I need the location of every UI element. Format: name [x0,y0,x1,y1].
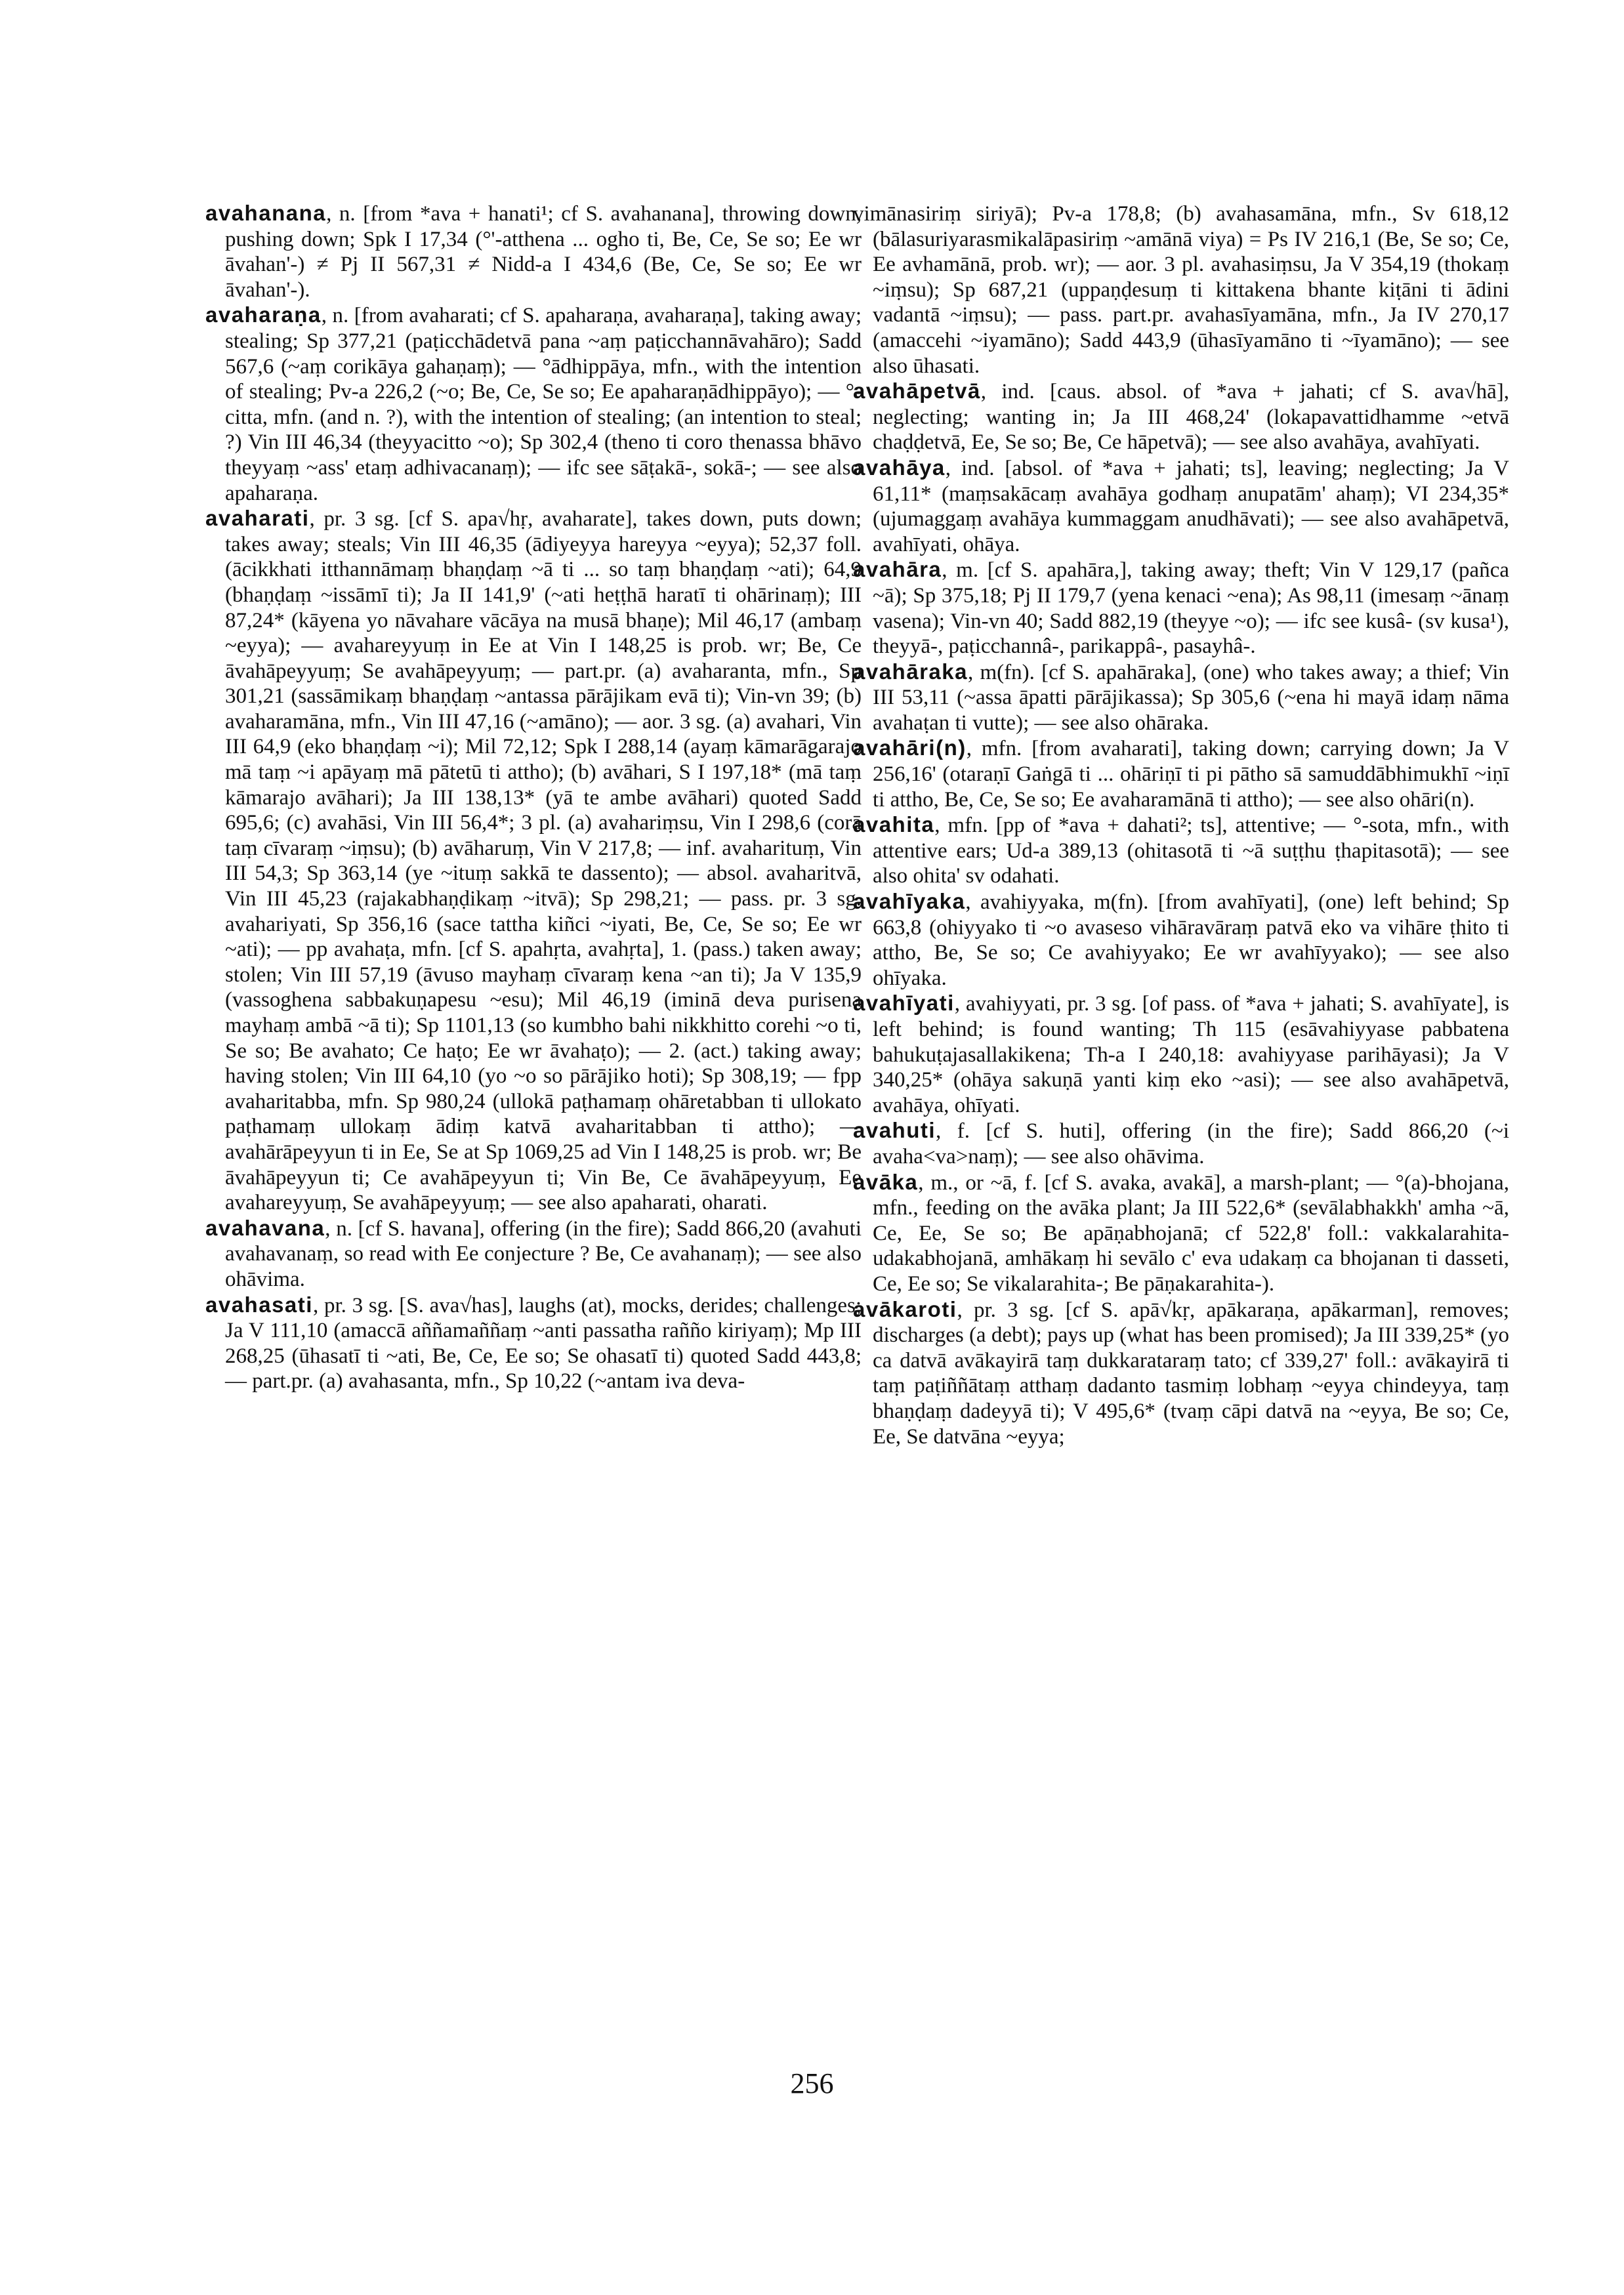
entry-text: , pr. 3 sg. [cf S. apā√kṛ, apākaraṇa, apākarman], removes; discharges (a debt); pays up (what has been promised); Ja III 339,25* (yo ca datvā avākayirā taṃ dukkarataraṃ tato; cf 339,27' foll.: avākayirā ti taṃ paṭiññātaṃ atthaṃ dadanto tasmiṃ lobhaṃ ~eyya chindeyya, taṃ bhaṇḍaṃ dadeyyā ti); V 495,6* (tvaṃ cāpi datvā na ~eyya, Be so; Ce, Ee, Se datvāna ~eyya; [873,1298,1509,1449]
entry-text: , pr. 3 sg. [cf S. apa√hṛ, avaharate], takes down, puts down; takes away; steals; Vin III 46,35 (ādiyeyya hareyya ~eyya); 52,37 foll. (ācikkhati itthannāmaṃ bhaṇḍaṃ ~ā ti ... so taṃ bhaṇḍaṃ ~ati); 64,9 (bhaṇḍaṃ ~issāmī ti); Ja II 141,9' (~ati heṭṭhā haratī ti ohārinaṃ); III 87,24* (kāyena yo nāvahare vācāya na musā bhaṇe); Mil 46,17 (ambaṃ ~eyya); — avahareyyuṃ in Ee at Vin I 148,25 is prob. wr; Be, Ce āvahāpeyyuṃ; Se avahāpeyyuṃ; — part.pr. (a) avaharanta, mfn., Sp 301,21 (sassāmikaṃ bhaṇḍaṃ ~antassa pārājikam evā ti); Vin-vn 39; (b) avaharamāna, mfn., Vin III 47,16 (~amāno); — aor. 3 sg. (a) avahari, Vin III 64,9 (eko bhaṇḍaṃ ~i); Mil 72,12; Spk I 288,14 (ayaṃ kāmarāgarajo mā taṃ ~i apāyaṃ mā pātetū ti attho); (b) avāhari, S I 197,18* (mā taṃ kāmarajo avāhari); Ja III 138,13* (yā te ambe avāhari) quoted Sadd 695,6; (c) avahāsi, Vin III 56,4*; 3 pl. (a) avahariṃsu, Vin I 298,6 (corā taṃ cīvaraṃ ~iṃsu); (b) avāharuṃ, Vin V 217,8; — inf. avaharituṃ, Vin III 54,3; Sp 363,14 (ye ~ituṃ sakkā te dassento); — absol. avaharitvā, Vin III 45,23 (rajakabhaṇḍikaṃ ~itvā); Sp 298,21; — pass. pr. 3 sg. avahariyati, Sp 356,16 (sace tattha kiñci ~iyati, Be, Ce, Se so; Ee wr ~ati); — pp avahaṭa, mfn. [cf S. apahṛta, avahṛta], 1. (pass.) taken away; stolen; Vin III 57,19 (āvuso mayhaṃ cīvaraṃ kena ~an ti); Ja V 135,9 (vassoghena sabbakuṇapesu ~esu); Mil 46,19 (iminā deva purisena mayhaṃ ambā ~ā ti); Sp 1101,13 (so kumbho bahi nikkhitto corehi ~o ti, Se so; Be avahato; Ce haṭo; Ee wr āvahaṭo); — 2. (act.) taking away; having stolen; Vin III 64,10 (yo ~o so pārājiko hoti); Sp 308,19; — fpp avaharitabba, mfn. Sp 980,24 (ullokā paṭhamaṃ ohāretabban ti ullokato paṭhamaṃ ullokaṃ ādiṃ katvā avaharitabban ti attho); — avahārāpeyyun ti in Ee, Se at Sp 1069,25 ad Vin I 148,25 is prob. wr; Be āvahāpeyyun ti; Ce avahāpeyyun ti; Vin Be, Ce āvahāpeyyuṃ, Ee avahareyyuṃ, Se avahāpeyyuṃ; — see also apaharati, oharati. [225,507,862,1215]
entry-text: , mfn. [from avaharati], taking down; carrying down; Ja V 256,16' (otaraṇī Gaṅgā ti ... ohāriṇī ti pi pātho sā samuddābhimukhī ~iṇī ti attho, Be, Ce, Se so; Ee avaharamānā ti attho); — see also ohāri(n). [873,737,1509,812]
entry-text: , ind. [absol. of *ava + jahati; ts], leaving; neglecting; Ja V 61,11* (maṃsakācaṃ avahāya godhaṃ anupatām' ahaṃ); VI 234,35* (ujumaggaṃ avahāya kummaggam anudhāvati); — see also avahāpetvā, avahīyati, ohāya. [873,456,1509,556]
dictionary-entry [853,1118,1509,1169]
dictionary-entry [853,455,1509,557]
entry-text: , n. [from *ava + hanati¹; cf S. avahanana], throwing down, pushing down; Spk I 17,34 (°'-atthena ... ogho ti, Be, Ce, Se so; Ee wr āvahan'-) ≠ Pj II 567,31 ≠ Nidd-a I 434,6 (Be, Ce, Se so; Ee wr āvahan'-). [225,202,862,302]
dictionary-entry [205,1216,862,1292]
entry-text: , f. [cf S. huti], offering (in the fire); Sadd 866,20 (~i avaha<va>naṃ); — see also ohāvima. [873,1119,1509,1168]
dictionary-entry [205,302,862,506]
dictionary-entry [853,812,1509,889]
headword: avahāraka [853,659,968,684]
headword: avahāri(n) [853,735,967,760]
headword: avahīyati [853,991,955,1016]
dictionary-entry [853,991,1509,1118]
headword: avahuti [853,1118,936,1143]
headword: avaharaṇa [205,302,322,327]
dictionary-entry [853,379,1509,455]
page-number: 256 [790,2067,834,2099]
headword: avahīyaka [853,889,966,914]
headword: avahavana [205,1215,325,1240]
headword: avahāra [853,557,942,582]
headword: avākaroti [853,1296,957,1321]
headword: avahāpetvā [853,379,981,403]
left-column [205,201,862,1394]
headword: avaharati [205,506,310,531]
dictionary-entry [853,889,1509,991]
dictionary-entry [853,659,1509,736]
entry-text: , mfn. [pp of *ava + dahati²; ts], attentive; — °-sota, mfn., with attentive ears; Ud-a 389,13 (ohitasotā ti ~ā suṭṭhu ṭhapitasotā); — see also ohita' sv odahati. [873,814,1509,888]
entry-text: , n. [cf S. havana], offering (in the fire); Sadd 866,20 (avahuti avahavanaṃ, so read with Ee conjecture ? Be, Ce avahanaṃ); — see also ohāvima. [225,1216,862,1291]
headword: avahasati [205,1292,313,1317]
entry-text: , pr. 3 sg. [S. ava√has], laughs (at), mocks, derides; challenges; Ja V 111,10 (amaccā aññamaññaṃ ~anti passatha rañño kiriyaṃ); Mp III 268,25 (ūhasatī ti ~ati, Be, Ce, Ee so; Se ohasatī ti) quoted Sadd 443,8; — part.pr. (a) avahasanta, mfn., Sp 10,22 (~antam iva deva- [225,1293,862,1394]
dictionary-entry [853,735,1509,812]
entry-text: , avahiyyaka, m(fn). [from avahīyati], (one) left behind; Sp 663,8 (ohiyyako ti ~o avaseso vihāravāraṃ patvā eko va vihāre ṭhito ti attho, Be, Se so; Ce avahiyyako; Ee wr avahīyyako); — see also ohīyaka. [873,890,1509,990]
headword: avahāya [853,455,946,480]
entry-text: , m. [cf S. apahāra,], taking away; theft; Vin V 129,17 (pañca ~ā); Sp 375,18; Pj II 179,7 (yena kenaci ~ena); As 98,11 (imesaṃ ~ānaṃ vasena); Vin-vn 40; Sadd 882,19 (theyye ~o); — ifc see kusâ- (sv kusa¹), theyyā-, paṭicchannâ-, parikappâ-, pasayhâ-. [873,558,1509,659]
dictionary-entry [853,557,1509,659]
dictionary-entry [205,1292,862,1394]
entry-text: , m., or ~ā, f. [cf S. avaka, avakā], a marsh-plant; — °(a)-bhojana, mfn., feeding on the avāka plant; Ja III 522,6* (sevālabhakkh' amha ~ā, Ce, Ee, Se so; Be apāṇabhojanā; cf 522,8' foll.: vakkalarahita-udakabhojanā, amhākaṃ hi sevālo c' eva udakaṃ ca bhojanan ti dasseti, Ce, Ee so; Se vikalarahita-; Be pāṇakarahita-). [873,1170,1509,1296]
entry-text: , m(fn). [cf S. apahāraka], (one) who takes away; a thief; Vin III 53,11 (~assa āpatti pārājikassa); Sp 305,6 (~ena hi mayā idaṃ nāma avahaṭan ti vutte); — see also ohāraka. [873,660,1509,735]
dictionary-entry [205,201,862,302]
entry-text: , n. [from avaharati; cf S. apaharaṇa, avaharaṇa], taking away; stealing; Sp 377,21 (paṭicchādetvā pana ~aṃ paṭicchannāvahāro); Sadd 567,6 (~aṃ corikāya gahaṇaṃ); — °ādhippāya, mfn., with the intention of stealing; Pv-a 226,2 (~o; Be, Ce, Se so; Ee apaharaṇādhippāyo); — °-citta, mfn. (and n. ?), with the intention of stealing; (an intention to steal; ?) Vin III 46,34 (theyyacitto ~o); Sp 302,4 (theno ti coro thenassa bhāvo theyyaṃ ~ass' etaṃ adhivacanaṃ); — ifc see sāṭakā-, sokā-; — see also apaharaṇa. [225,304,862,505]
dictionary-entry [205,506,862,1216]
dictionary-entry [853,1170,1509,1297]
entry-text: vimānasiriṃ siriyā); Pv-a 178,8; (b) avahasamāna, mfn., Sv 618,12 (bālasuriyarasmikalāpasiriṃ ~amānā viya) = Ps IV 216,1 (Be, Se so; Ce, Ee avhamānā, prob. wr); — aor. 3 pl. avahasiṃsu, Ja V 354,19 (thokaṃ ~iṃsu); Sp 687,21 (uppaṇḍesuṃ ti kittakena bhante kiṭāni ti ādini vadantā ~iṃsu); — pass. part.pr. avahasīyamāna, mfn., Ja IV 270,17 (amaccehi ~iyamāno); Sadd 443,9 (ūhasīyamāno ti ~īyamāno); — see also ūhasati. [853,202,1509,378]
headword: avahanana [205,201,327,225]
headword: avahita [853,812,935,837]
headword: avāka [853,1169,919,1194]
right-column [853,201,1509,1449]
entry-text: , avahiyyati, pr. 3 sg. [of pass. of *ava + jahati; S. avahīyate], is left behind; is found wanting; Th 115 (esāvahiyyase pabbatena bahukuṭajasallakikena; Th-a I 240,18: avahiyyase parihāyasi); Ja V 340,25* (ohāya sakuṇā yanti kiṃ eko ~asi); — see also avahāpetvā, avahāya, ohīyati. [873,992,1509,1117]
dictionary-entry [853,1297,1509,1450]
dictionary-entry-continued [853,201,1509,379]
entry-text: , ind. [caus. absol. of *ava + jahati; cf S. ava√hā], neglecting; wanting in; Ja III 468,24' (lokapavattidhamme ~etvā chaḍḍetvā, Ee, Se so; Be, Ce hāpetvā); — see also avahāya, avahīyati. [873,380,1509,455]
